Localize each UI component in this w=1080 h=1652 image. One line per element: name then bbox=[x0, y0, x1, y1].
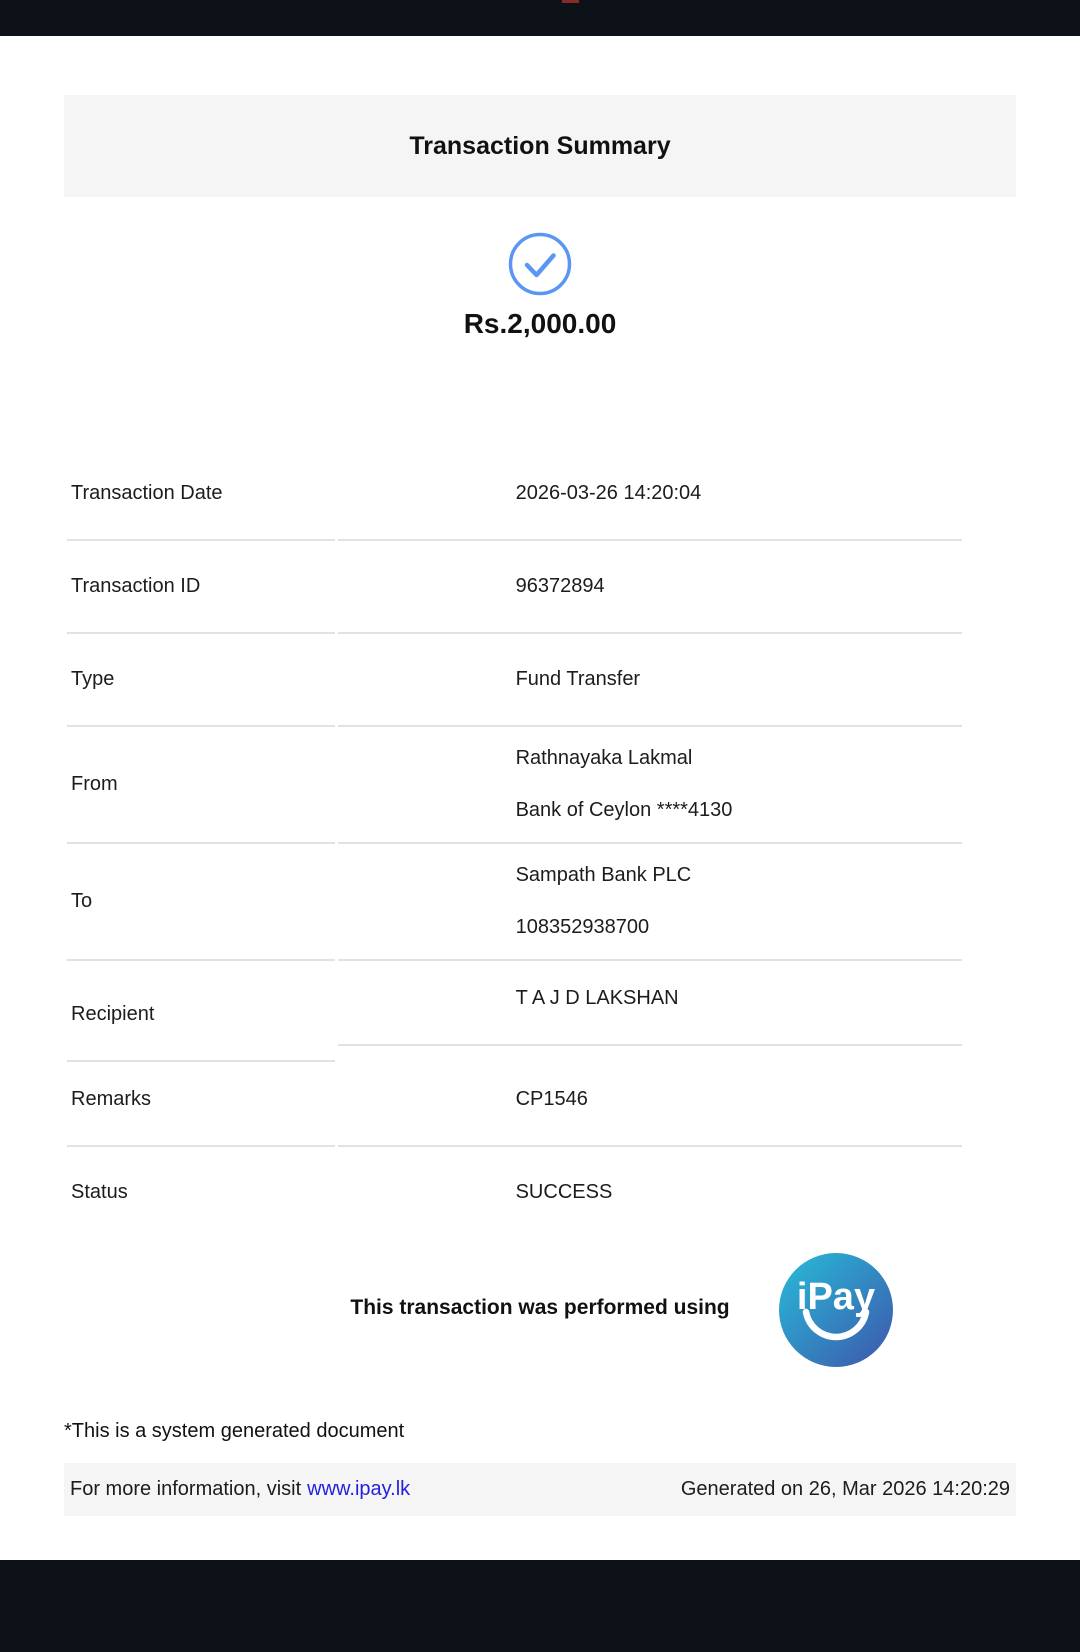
row-value: CP1546 bbox=[338, 1054, 962, 1147]
performed-using-text: This transaction was performed using bbox=[350, 1296, 730, 1319]
status-value: SUCCESS bbox=[515, 1181, 613, 1203]
table-row-transaction-date bbox=[67, 448, 962, 541]
table-row-status bbox=[67, 1147, 962, 1238]
receipt-header bbox=[64, 95, 1016, 197]
footer-info-text: For more information, visit bbox=[70, 1478, 302, 1500]
row-label: Transaction ID bbox=[67, 541, 335, 634]
row-value bbox=[338, 727, 962, 844]
row-label: Transaction Date bbox=[67, 448, 335, 541]
ipay-logo bbox=[778, 1252, 894, 1368]
row-label: To bbox=[67, 844, 335, 961]
row-label: Remarks bbox=[67, 1054, 335, 1147]
performed-using-row bbox=[64, 1244, 1016, 1376]
table-row-to bbox=[67, 844, 962, 961]
row-label: Recipient bbox=[67, 969, 335, 1062]
success-check-icon bbox=[507, 231, 573, 297]
receipt-document bbox=[64, 95, 1016, 1516]
footer-info bbox=[70, 1478, 410, 1501]
from-account-number: Bank of Ceylon ****4130 bbox=[515, 799, 733, 821]
ipay-logo-text: iPay bbox=[796, 1276, 876, 1318]
row-value: 2026-03-26 14:20:04 bbox=[338, 448, 962, 541]
to-bank-name: Sampath Bank PLC bbox=[515, 864, 692, 886]
transaction-amount: Rs.2,000.00 bbox=[463, 308, 617, 339]
table-row-type bbox=[67, 634, 962, 727]
system-generated-note: *This is a system generated document bbox=[64, 1420, 405, 1442]
row-label: Type bbox=[67, 634, 335, 727]
table-row-from bbox=[67, 727, 962, 844]
ipay-website-link[interactable]: www.ipay.lk bbox=[307, 1478, 411, 1500]
row-value: T A J D LAKSHAN bbox=[338, 953, 962, 1046]
footer-bar bbox=[64, 1463, 1016, 1516]
table-row-recipient bbox=[67, 961, 962, 1054]
row-value: 96372894 bbox=[338, 541, 962, 634]
bottom-bar bbox=[0, 1560, 1080, 1652]
to-account-number: 108352938700 bbox=[515, 916, 650, 938]
row-value: Fund Transfer bbox=[338, 634, 962, 727]
top-status-bar bbox=[0, 0, 1080, 36]
row-label: Status bbox=[71, 1181, 128, 1203]
from-account-name: Rathnayaka Lakmal bbox=[515, 747, 693, 769]
table-row-transaction-id bbox=[67, 541, 962, 634]
table-row-remarks bbox=[67, 1054, 962, 1147]
generated-timestamp: Generated on 26, Mar 2026 14:20:29 bbox=[680, 1478, 1010, 1500]
success-check-wrap bbox=[64, 231, 1016, 302]
row-value bbox=[338, 844, 962, 961]
page-title: Transaction Summary bbox=[409, 131, 671, 160]
top-red-mark bbox=[562, 0, 579, 3]
row-label: From bbox=[67, 727, 335, 844]
transaction-details-table bbox=[64, 448, 965, 1238]
